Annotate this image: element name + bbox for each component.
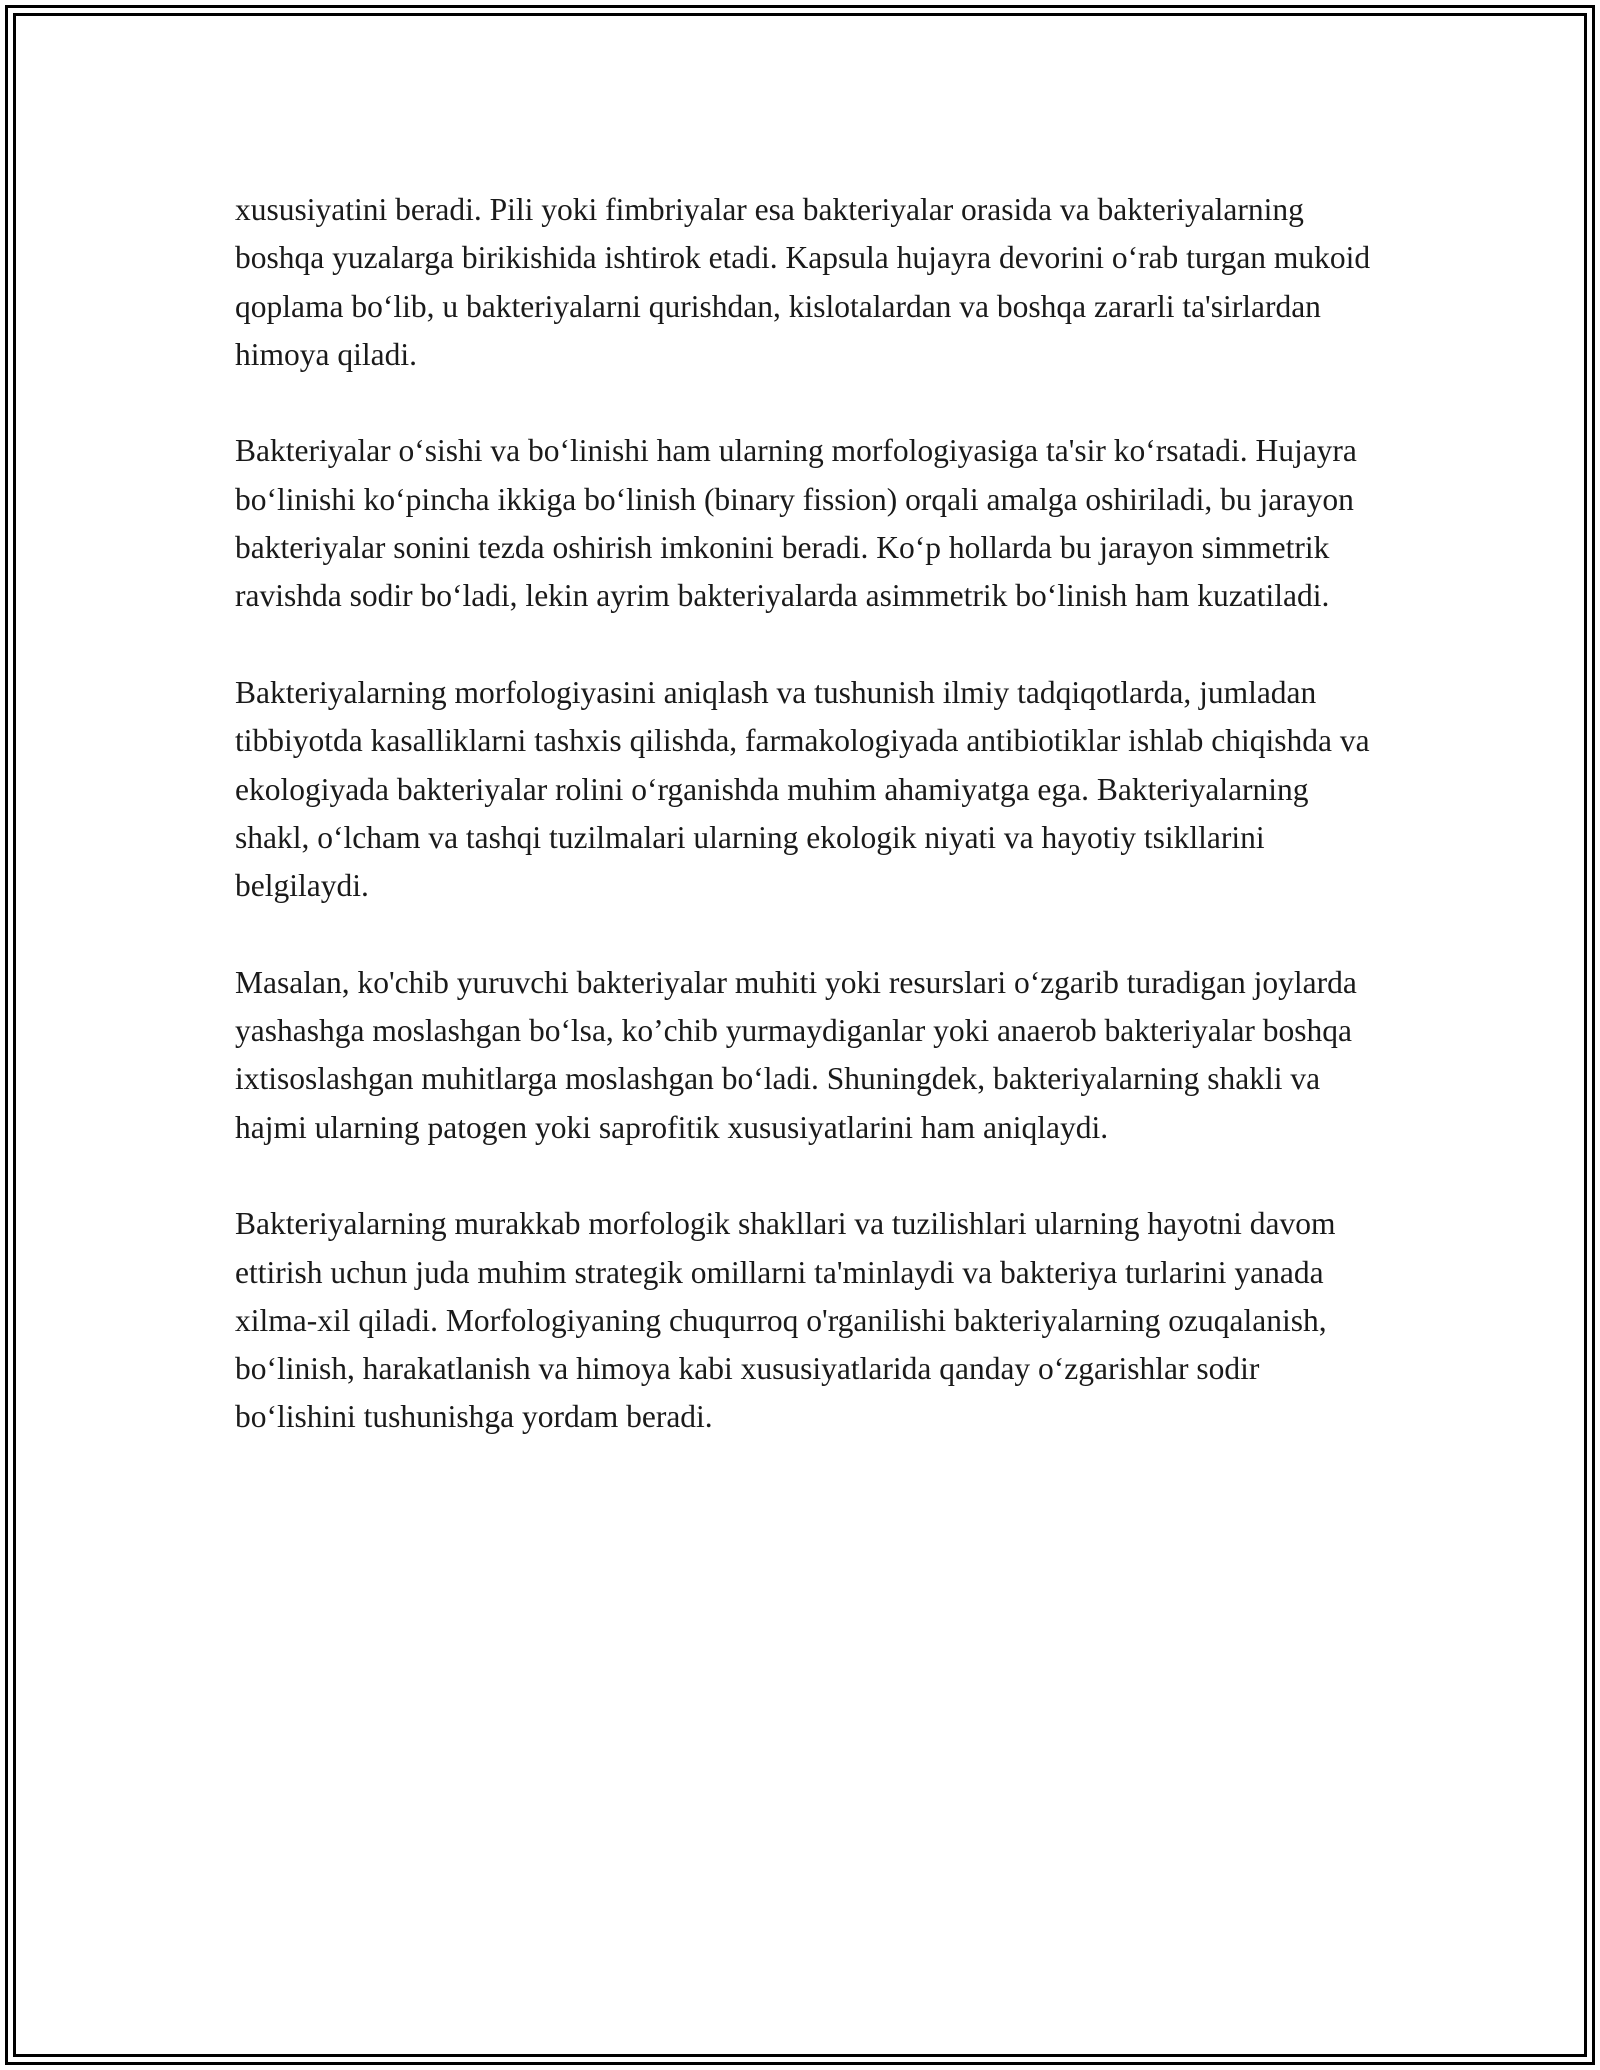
paragraph-conclusion: Bakteriyalarning murakkab morfologik shakllari va tuzilishlari ularning hayotni davom ettirish uchun juda muhim strategik omillarni ta'minlaydi va bakteriya turlarini yanada xilma-xil qiladi. Morfologiyaning chuqurroq o'rganilishi bakteriyalarning ozuqalanish, bo‘linish, harakatlanish va himoya kabi xususiyatlarida qanday o‘zgarishlar sodir bo‘lishini tushunishga yordam beradi. [235, 1206, 1336, 1435]
paragraph-division: Bakteriyalar o‘sishi va bo‘linishi ham ularning morfologiyasiga ta'sir ko‘rsatadi. Hujayra bo‘linishi ko‘pincha ikkiga bo‘linish (binary fission) orqali amalga oshiriladi, bu jarayon bakteriyalar sonini tezda oshirish imkonini beradi. Ko‘p hollarda bu jarayon simmetrik ravishda sodir bo‘ladi, lekin ayrim bakteriyalarda asimmetrik bo‘linish ham kuzatiladi. [235, 433, 1357, 614]
paragraph-research-importance: Bakteriyalarning morfologiyasini aniqlash va tushunish ilmiy tadqiqotlarda, jumladan tibbiyotda kasalliklarni tashxis qilishda, farmakologiyada antibiotiklar ishlab chiqishda va ekologiyada bakteriyalar rolini o‘rganishda muhim ahamiyatga ega. Bakteriyalarning shakl, o‘lcham va tashqi tuzilmalari ularning ekologik niyati va hayotiy tsikllarini belgilaydi. [235, 674, 1370, 904]
paragraph-adaptation: Masalan, ko'chib yuruvchi bakteriyalar muhiti yoki resurslari o‘zgarib turadigan joylarda yashashga moslashgan bo‘lsa, ko’chib yurmaydiganlar yoki anaerob bakteriyalar boshqa ixtisoslashgan muhitlarga moslashgan bo‘ladi. Shuningdek, bakteriyalarning shakli va hajmi ularning patogen yoki saprofitik xususiyatlarini ham aniqlaydi. [235, 964, 1357, 1145]
paragraph-capsule: xususiyatini beradi. Pili yoki fimbriyalar esa bakteriyalar orasida va bakteriyalarning boshqa yuzalarga birikishida ishtirok etadi. Kapsula hujayra devorini o‘rab turgan mukoid qoplama bo‘lib, u bakteriyalarni qurishdan, kislotalardan va boshqa zararli ta'sirlardan himoya qiladi. [235, 192, 1371, 372]
document-body [235, 186, 1375, 1490]
